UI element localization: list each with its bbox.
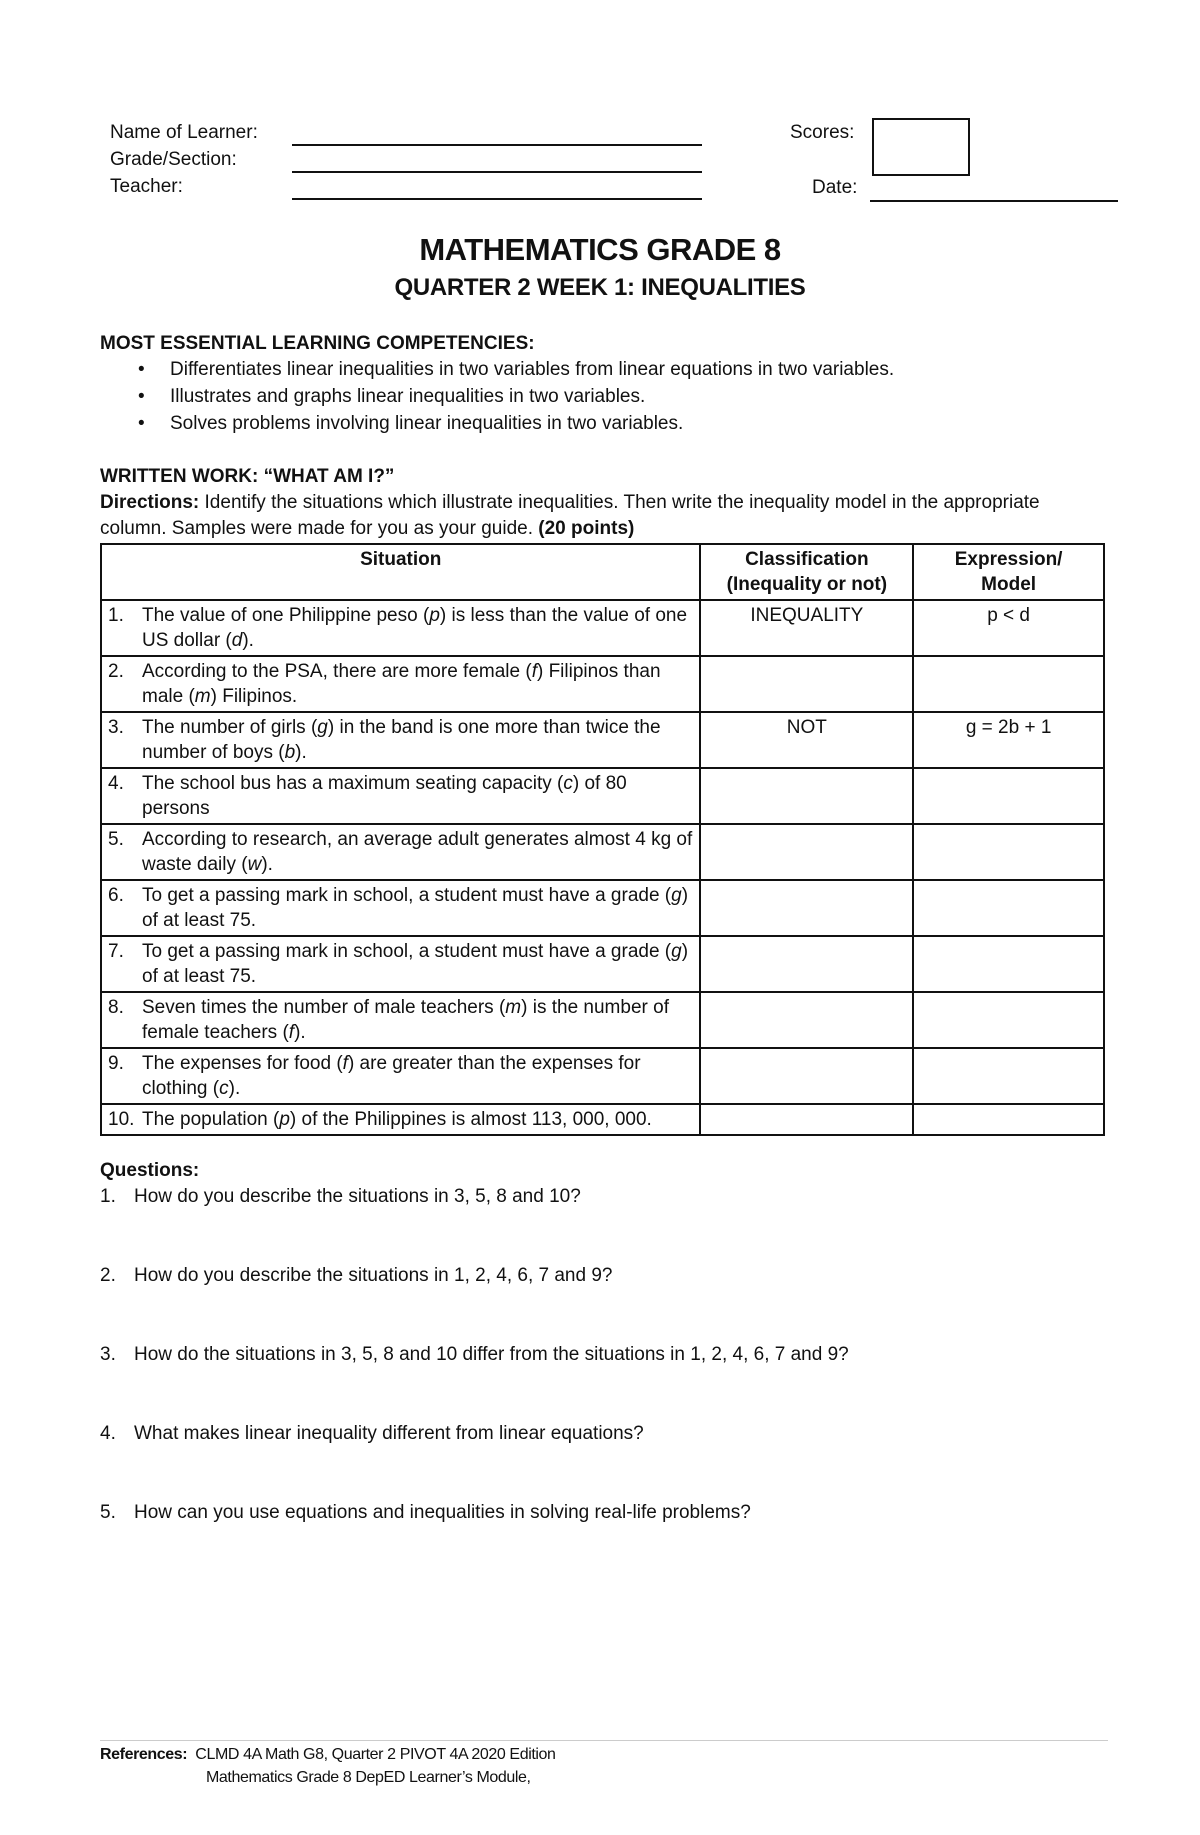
- classification-cell[interactable]: [700, 936, 913, 992]
- expression-cell[interactable]: [913, 656, 1104, 712]
- classification-header: Classification (Inequality or not): [700, 544, 913, 600]
- situation-text: To get a passing mark in school, a student must have a grade (g) of at least 75.: [142, 885, 689, 931]
- scores-box[interactable]: [872, 118, 970, 176]
- grade-section-field[interactable]: [292, 171, 702, 173]
- situation-cell: 4. The school bus has a maximum seating capacity (c) of 80 persons: [101, 768, 700, 824]
- expression-cell[interactable]: g = 2b + 1: [913, 712, 1104, 768]
- page-subtitle: QUARTER 2 WEEK 1: INEQUALITIES: [394, 274, 806, 301]
- bullet-icon: •: [138, 359, 145, 380]
- table-row: [101, 824, 1104, 880]
- question-item: 1. How do you describe the situations in 3, 5, 8 and 10?: [100, 1186, 581, 1207]
- expression-cell[interactable]: [913, 880, 1104, 936]
- situation-text: To get a passing mark in school, a student must have a grade (g) of at least 75.: [142, 941, 689, 987]
- table-row: [101, 1104, 1104, 1135]
- situation-cell: 2. According to the PSA, there are more female (f) Filipinos than male (m) Filipinos.: [101, 656, 700, 712]
- references-divider: [100, 1740, 1108, 1741]
- table-row: [101, 656, 1104, 712]
- classification-cell[interactable]: [700, 1104, 913, 1135]
- expression-cell[interactable]: p < d: [913, 600, 1104, 656]
- table-row: [101, 712, 1104, 768]
- situation-text: The number of girls (g) in the band is one more than twice the number of boys (b).: [142, 717, 661, 763]
- page-title: MATHEMATICS GRADE 8: [419, 232, 781, 267]
- classification-cell[interactable]: [700, 824, 913, 880]
- competency-item: • Solves problems involving linear inequalities in two variables.: [100, 410, 894, 437]
- classification-cell[interactable]: NOT: [700, 712, 913, 768]
- questions-heading: Questions:: [100, 1160, 200, 1181]
- directions-label: Directions:: [100, 492, 200, 513]
- competency-item: • Differentiates linear inequalities in two variables from linear equations in two variables.: [100, 356, 894, 383]
- classification-cell[interactable]: [700, 656, 913, 712]
- table-header-row: [101, 544, 1104, 600]
- situation-text: The expenses for food (f) are greater than the expenses for clothing (c).: [142, 1053, 641, 1099]
- reference-line-1: CLMD 4A Math G8, Quarter 2 PIVOT 4A 2020 Edition: [195, 1746, 556, 1763]
- question-item: 5. How can you use equations and inequalities in solving real-life problems?: [100, 1502, 751, 1523]
- classification-cell[interactable]: [700, 768, 913, 824]
- references-label: References:: [100, 1746, 188, 1763]
- competencies-list: [100, 356, 894, 437]
- name-field[interactable]: [292, 144, 702, 146]
- expression-cell[interactable]: [913, 936, 1104, 992]
- classification-cell[interactable]: INEQUALITY: [700, 600, 913, 656]
- situation-cell: 5. According to research, an average adult generates almost 4 kg of waste daily (w).: [101, 824, 700, 880]
- references: [100, 1743, 556, 1789]
- teacher-label: Teacher:: [110, 176, 183, 197]
- situation-text: According to research, an average adult generates almost 4 kg of waste daily (w).: [142, 829, 693, 875]
- teacher-field[interactable]: [292, 198, 702, 200]
- situation-text: According to the PSA, there are more female (f) Filipinos than male (m) Filipinos.: [142, 661, 661, 707]
- points-label: (20 points): [538, 518, 635, 539]
- situation-text: The school bus has a maximum seating capacity (c) of 80 persons: [142, 773, 627, 819]
- classification-cell[interactable]: [700, 992, 913, 1048]
- table-row: [101, 600, 1104, 656]
- situation-cell: 10. The population (p) of the Philippines is almost 113, 000, 000.: [101, 1104, 700, 1135]
- situation-cell: 9. The expenses for food (f) are greater than the expenses for clothing (c).: [101, 1048, 700, 1104]
- situation-cell: 8. Seven times the number of male teachers (m) is the number of female teachers (f).: [101, 992, 700, 1048]
- classification-cell[interactable]: [700, 880, 913, 936]
- situation-cell: 1. The value of one Philippine peso (p) is less than the value of one US dollar (d).: [101, 600, 700, 656]
- table-row: [101, 1048, 1104, 1104]
- table-row: [101, 992, 1104, 1048]
- question-item: 2. How do you describe the situations in 1, 2, 4, 6, 7 and 9?: [100, 1265, 613, 1286]
- expression-cell[interactable]: [913, 768, 1104, 824]
- question-item: 3. How do the situations in 3, 5, 8 and 10 differ from the situations in 1, 2, 4, 6, 7 and 9?: [100, 1344, 849, 1365]
- competency-item: • Illustrates and graphs linear inequalities in two variables.: [100, 383, 894, 410]
- expression-cell[interactable]: [913, 1048, 1104, 1104]
- table-row: [101, 880, 1104, 936]
- name-label: Name of Learner:: [110, 122, 258, 143]
- situations-table: [100, 543, 1105, 1136]
- expression-header: Expression/ Model: [913, 544, 1104, 600]
- situation-text: The population (p) of the Philippines is almost 113, 000, 000.: [142, 1109, 652, 1130]
- expression-cell[interactable]: [913, 1104, 1104, 1135]
- expression-cell[interactable]: [913, 824, 1104, 880]
- date-field[interactable]: [870, 200, 1118, 202]
- situation-cell: 7. To get a passing mark in school, a student must have a grade (g) of at least 75.: [101, 936, 700, 992]
- reference-line-2: Mathematics Grade 8 DepED Learner’s Module,: [206, 1769, 531, 1786]
- situation-text: Seven times the number of male teachers (m) is the number of female teachers (f).: [142, 997, 669, 1043]
- situation-cell: 3. The number of girls (g) in the band is one more than twice the number of boys (b).: [101, 712, 700, 768]
- situation-cell: 6. To get a passing mark in school, a student must have a grade (g) of at least 75.: [101, 880, 700, 936]
- date-label: Date:: [812, 177, 858, 198]
- directions-text: Identify the situations which illustrate inequalities. Then write the inequality model in the appropriate column. Samples were made for you as your guide.: [100, 492, 1040, 539]
- grade-section-label: Grade/Section:: [110, 149, 237, 170]
- expression-cell[interactable]: [913, 992, 1104, 1048]
- table-row: [101, 936, 1104, 992]
- situation-header: Situation: [101, 544, 700, 600]
- bullet-icon: •: [138, 413, 145, 434]
- situation-text: The value of one Philippine peso (p) is less than the value of one US dollar (d).: [142, 605, 688, 651]
- question-item: 4. What makes linear inequality different from linear equations?: [100, 1423, 644, 1444]
- competencies-heading: MOST ESSENTIAL LEARNING COMPETENCIES:: [100, 333, 535, 354]
- table-row: [101, 768, 1104, 824]
- written-work-heading: WRITTEN WORK: “WHAT AM I?”: [100, 466, 395, 487]
- directions: [100, 490, 1110, 542]
- bullet-icon: •: [138, 386, 145, 407]
- classification-cell[interactable]: [700, 1048, 913, 1104]
- scores-label: Scores:: [790, 122, 855, 143]
